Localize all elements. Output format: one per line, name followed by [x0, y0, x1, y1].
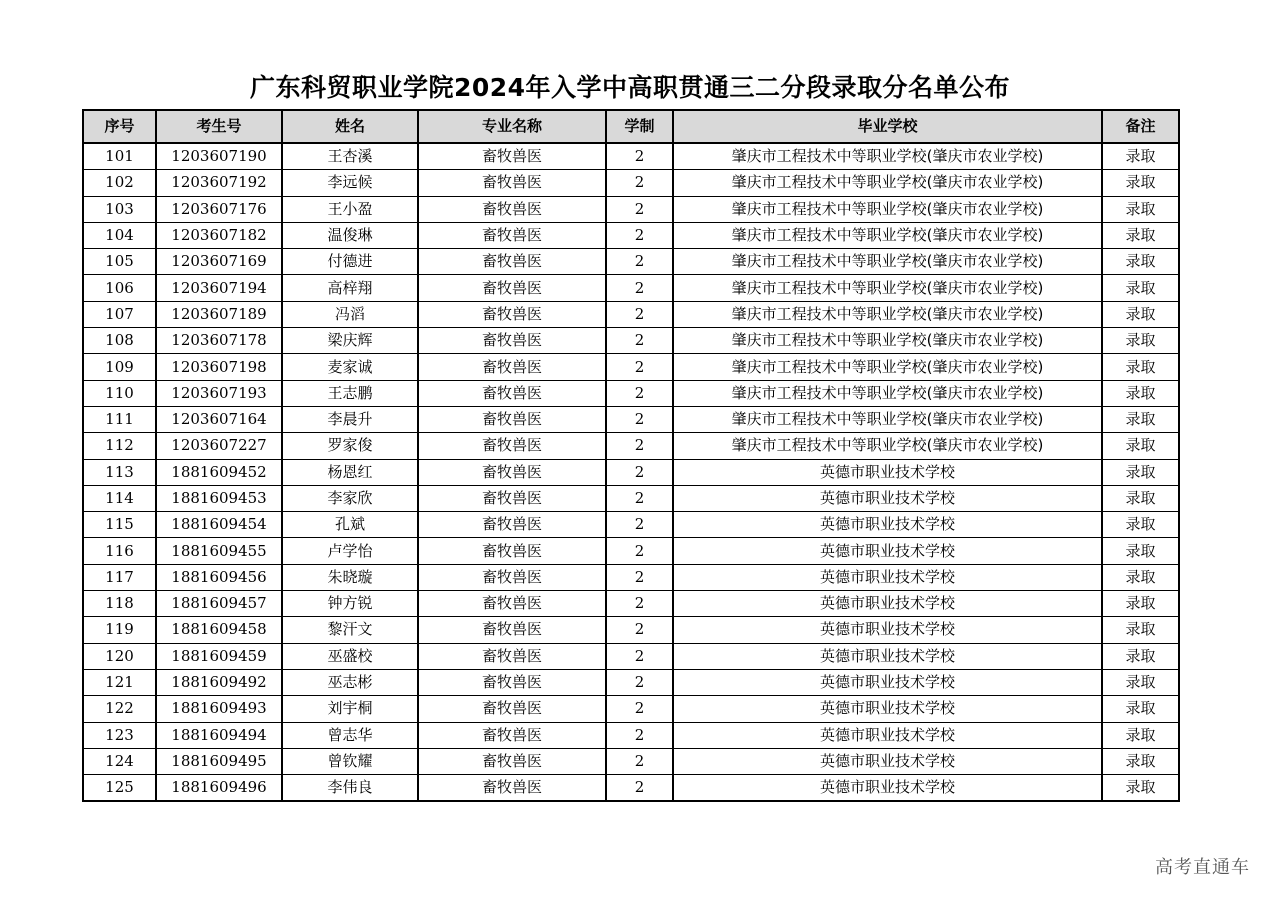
- table-row: [83, 406, 1179, 432]
- cell-duration: 2: [606, 380, 673, 406]
- cell-seq: 123: [83, 722, 156, 748]
- admission-table: [82, 109, 1180, 802]
- cell-major: 畜牧兽医: [418, 775, 606, 802]
- cell-major: 畜牧兽医: [418, 380, 606, 406]
- cell-school: 肇庆市工程技术中等职业学校(肇庆市农业学校): [673, 328, 1102, 354]
- cell-major: 畜牧兽医: [418, 617, 606, 643]
- cell-name: 巫志彬: [282, 669, 418, 695]
- cell-seq: 125: [83, 775, 156, 802]
- cell-major: 畜牧兽医: [418, 170, 606, 196]
- cell-name: 巫盛校: [282, 643, 418, 669]
- column-header-exam-number: 考生号: [156, 110, 282, 143]
- cell-major: 畜牧兽医: [418, 143, 606, 170]
- cell-remark: 录取: [1102, 617, 1179, 643]
- cell-major: 畜牧兽医: [418, 485, 606, 511]
- table-row: [83, 591, 1179, 617]
- cell-remark: 录取: [1102, 459, 1179, 485]
- cell-exam-number: 1203607189: [156, 301, 282, 327]
- cell-exam-number: 1881609496: [156, 775, 282, 802]
- cell-exam-number: 1203607169: [156, 249, 282, 275]
- cell-exam-number: 1881609458: [156, 617, 282, 643]
- cell-seq: 103: [83, 196, 156, 222]
- cell-major: 畜牧兽医: [418, 222, 606, 248]
- cell-remark: 录取: [1102, 328, 1179, 354]
- cell-name: 李晨升: [282, 406, 418, 432]
- cell-major: 畜牧兽医: [418, 275, 606, 301]
- cell-major: 畜牧兽医: [418, 301, 606, 327]
- cell-school: 英德市职业技术学校: [673, 775, 1102, 802]
- cell-school: 肇庆市工程技术中等职业学校(肇庆市农业学校): [673, 196, 1102, 222]
- cell-name: 梁庆辉: [282, 328, 418, 354]
- cell-exam-number: 1203607164: [156, 406, 282, 432]
- cell-remark: 录取: [1102, 696, 1179, 722]
- cell-school: 英德市职业技术学校: [673, 722, 1102, 748]
- cell-name: 孔斌: [282, 512, 418, 538]
- cell-duration: 2: [606, 669, 673, 695]
- column-header-major: 专业名称: [418, 110, 606, 143]
- cell-major: 畜牧兽医: [418, 406, 606, 432]
- cell-seq: 112: [83, 433, 156, 459]
- cell-exam-number: 1203607192: [156, 170, 282, 196]
- cell-duration: 2: [606, 354, 673, 380]
- cell-major: 畜牧兽医: [418, 433, 606, 459]
- cell-name: 王杏溪: [282, 143, 418, 170]
- cell-school: 英德市职业技术学校: [673, 512, 1102, 538]
- cell-school: 英德市职业技术学校: [673, 617, 1102, 643]
- table-row: [83, 643, 1179, 669]
- cell-duration: 2: [606, 196, 673, 222]
- cell-seq: 105: [83, 249, 156, 275]
- cell-name: 冯滔: [282, 301, 418, 327]
- cell-duration: 2: [606, 564, 673, 590]
- page-title: 广东科贸职业学院2024年入学中高职贯通三二分段录取分名单公布: [249, 73, 1011, 102]
- cell-major: 畜牧兽医: [418, 669, 606, 695]
- cell-remark: 录取: [1102, 406, 1179, 432]
- cell-name: 李伟良: [282, 775, 418, 802]
- cell-exam-number: 1881609456: [156, 564, 282, 590]
- table-row: [83, 275, 1179, 301]
- cell-school: 英德市职业技术学校: [673, 459, 1102, 485]
- cell-seq: 122: [83, 696, 156, 722]
- cell-seq: 117: [83, 564, 156, 590]
- cell-exam-number: 1881609493: [156, 696, 282, 722]
- cell-name: 朱晓璇: [282, 564, 418, 590]
- cell-school: 肇庆市工程技术中等职业学校(肇庆市农业学校): [673, 143, 1102, 170]
- cell-seq: 102: [83, 170, 156, 196]
- table-row: [83, 328, 1179, 354]
- table-row: [83, 459, 1179, 485]
- table-header-row: [83, 110, 1179, 143]
- cell-duration: 2: [606, 249, 673, 275]
- cell-duration: 2: [606, 748, 673, 774]
- cell-major: 畜牧兽医: [418, 538, 606, 564]
- cell-remark: 录取: [1102, 748, 1179, 774]
- cell-duration: 2: [606, 143, 673, 170]
- cell-school: 肇庆市工程技术中等职业学校(肇庆市农业学校): [673, 380, 1102, 406]
- cell-exam-number: 1881609457: [156, 591, 282, 617]
- cell-school: 英德市职业技术学校: [673, 538, 1102, 564]
- cell-school: 肇庆市工程技术中等职业学校(肇庆市农业学校): [673, 433, 1102, 459]
- cell-major: 畜牧兽医: [418, 512, 606, 538]
- cell-duration: 2: [606, 696, 673, 722]
- cell-major: 畜牧兽医: [418, 696, 606, 722]
- cell-school: 英德市职业技术学校: [673, 485, 1102, 511]
- cell-duration: 2: [606, 406, 673, 432]
- cell-school: 肇庆市工程技术中等职业学校(肇庆市农业学校): [673, 354, 1102, 380]
- cell-major: 畜牧兽医: [418, 196, 606, 222]
- table-row: [83, 775, 1179, 802]
- cell-name: 李远候: [282, 170, 418, 196]
- cell-name: 卢学怡: [282, 538, 418, 564]
- table-row: [83, 564, 1179, 590]
- cell-seq: 114: [83, 485, 156, 511]
- cell-remark: 录取: [1102, 275, 1179, 301]
- table-row: [83, 538, 1179, 564]
- column-header-name: 姓名: [282, 110, 418, 143]
- cell-seq: 116: [83, 538, 156, 564]
- cell-name: 麦家诚: [282, 354, 418, 380]
- column-header-remark: 备注: [1102, 110, 1179, 143]
- cell-name: 温俊琳: [282, 222, 418, 248]
- column-header-school: 毕业学校: [673, 110, 1102, 143]
- cell-school: 英德市职业技术学校: [673, 643, 1102, 669]
- cell-school: 肇庆市工程技术中等职业学校(肇庆市农业学校): [673, 275, 1102, 301]
- table-row: [83, 249, 1179, 275]
- cell-remark: 录取: [1102, 775, 1179, 802]
- cell-remark: 录取: [1102, 249, 1179, 275]
- cell-seq: 108: [83, 328, 156, 354]
- cell-exam-number: 1881609495: [156, 748, 282, 774]
- cell-duration: 2: [606, 222, 673, 248]
- cell-seq: 110: [83, 380, 156, 406]
- cell-name: 李家欣: [282, 485, 418, 511]
- table-row: [83, 748, 1179, 774]
- cell-school: 肇庆市工程技术中等职业学校(肇庆市农业学校): [673, 406, 1102, 432]
- cell-school: 肇庆市工程技术中等职业学校(肇庆市农业学校): [673, 170, 1102, 196]
- cell-school: 肇庆市工程技术中等职业学校(肇庆市农业学校): [673, 249, 1102, 275]
- cell-exam-number: 1203607227: [156, 433, 282, 459]
- cell-major: 畜牧兽医: [418, 722, 606, 748]
- cell-seq: 101: [83, 143, 156, 170]
- column-header-duration: 学制: [606, 110, 673, 143]
- cell-remark: 录取: [1102, 591, 1179, 617]
- column-header-seq: 序号: [83, 110, 156, 143]
- cell-remark: 录取: [1102, 538, 1179, 564]
- cell-remark: 录取: [1102, 222, 1179, 248]
- cell-seq: 107: [83, 301, 156, 327]
- cell-duration: 2: [606, 512, 673, 538]
- table-row: [83, 170, 1179, 196]
- cell-name: 黎汗文: [282, 617, 418, 643]
- table-row: [83, 143, 1179, 170]
- cell-seq: 111: [83, 406, 156, 432]
- cell-duration: 2: [606, 301, 673, 327]
- cell-remark: 录取: [1102, 143, 1179, 170]
- cell-remark: 录取: [1102, 722, 1179, 748]
- table-row: [83, 512, 1179, 538]
- cell-duration: 2: [606, 722, 673, 748]
- cell-remark: 录取: [1102, 669, 1179, 695]
- cell-duration: 2: [606, 275, 673, 301]
- cell-name: 王志鹏: [282, 380, 418, 406]
- table-row: [83, 380, 1179, 406]
- table-row: [83, 722, 1179, 748]
- cell-seq: 124: [83, 748, 156, 774]
- cell-exam-number: 1203607193: [156, 380, 282, 406]
- cell-major: 畜牧兽医: [418, 591, 606, 617]
- cell-duration: 2: [606, 433, 673, 459]
- cell-duration: 2: [606, 170, 673, 196]
- cell-remark: 录取: [1102, 170, 1179, 196]
- cell-seq: 109: [83, 354, 156, 380]
- cell-major: 畜牧兽医: [418, 564, 606, 590]
- cell-remark: 录取: [1102, 433, 1179, 459]
- cell-school: 英德市职业技术学校: [673, 564, 1102, 590]
- cell-exam-number: 1881609459: [156, 643, 282, 669]
- cell-exam-number: 1203607190: [156, 143, 282, 170]
- cell-major: 畜牧兽医: [418, 328, 606, 354]
- cell-school: 英德市职业技术学校: [673, 591, 1102, 617]
- cell-remark: 录取: [1102, 512, 1179, 538]
- cell-name: 罗家俊: [282, 433, 418, 459]
- cell-exam-number: 1881609494: [156, 722, 282, 748]
- cell-name: 杨恩红: [282, 459, 418, 485]
- cell-school: 英德市职业技术学校: [673, 748, 1102, 774]
- table-row: [83, 354, 1179, 380]
- cell-duration: 2: [606, 485, 673, 511]
- cell-exam-number: 1203607198: [156, 354, 282, 380]
- cell-exam-number: 1881609492: [156, 669, 282, 695]
- cell-name: 付德进: [282, 249, 418, 275]
- table-row: [83, 222, 1179, 248]
- cell-major: 畜牧兽医: [418, 643, 606, 669]
- cell-remark: 录取: [1102, 564, 1179, 590]
- cell-exam-number: 1881609454: [156, 512, 282, 538]
- cell-duration: 2: [606, 591, 673, 617]
- cell-exam-number: 1881609452: [156, 459, 282, 485]
- cell-duration: 2: [606, 643, 673, 669]
- cell-remark: 录取: [1102, 301, 1179, 327]
- cell-name: 曾志华: [282, 722, 418, 748]
- cell-major: 畜牧兽医: [418, 459, 606, 485]
- cell-name: 刘宇桐: [282, 696, 418, 722]
- cell-major: 畜牧兽医: [418, 249, 606, 275]
- cell-name: 曾钦耀: [282, 748, 418, 774]
- cell-exam-number: 1203607178: [156, 328, 282, 354]
- cell-remark: 录取: [1102, 485, 1179, 511]
- cell-duration: 2: [606, 459, 673, 485]
- table-row: [83, 433, 1179, 459]
- cell-seq: 120: [83, 643, 156, 669]
- cell-seq: 106: [83, 275, 156, 301]
- table-row: [83, 669, 1179, 695]
- cell-name: 王小盈: [282, 196, 418, 222]
- watermark: 高考直通车: [1155, 857, 1250, 878]
- cell-exam-number: 1881609455: [156, 538, 282, 564]
- cell-duration: 2: [606, 538, 673, 564]
- cell-exam-number: 1203607182: [156, 222, 282, 248]
- cell-major: 畜牧兽医: [418, 748, 606, 774]
- cell-remark: 录取: [1102, 380, 1179, 406]
- cell-school: 肇庆市工程技术中等职业学校(肇庆市农业学校): [673, 301, 1102, 327]
- cell-seq: 118: [83, 591, 156, 617]
- table-row: [83, 301, 1179, 327]
- cell-remark: 录取: [1102, 354, 1179, 380]
- cell-seq: 113: [83, 459, 156, 485]
- cell-duration: 2: [606, 617, 673, 643]
- cell-exam-number: 1203607194: [156, 275, 282, 301]
- table-row: [83, 617, 1179, 643]
- cell-name: 钟方锐: [282, 591, 418, 617]
- table-row: [83, 696, 1179, 722]
- cell-duration: 2: [606, 328, 673, 354]
- cell-school: 英德市职业技术学校: [673, 669, 1102, 695]
- cell-seq: 121: [83, 669, 156, 695]
- cell-exam-number: 1881609453: [156, 485, 282, 511]
- cell-exam-number: 1203607176: [156, 196, 282, 222]
- cell-seq: 115: [83, 512, 156, 538]
- cell-school: 英德市职业技术学校: [673, 696, 1102, 722]
- cell-name: 高梓翔: [282, 275, 418, 301]
- cell-school: 肇庆市工程技术中等职业学校(肇庆市农业学校): [673, 222, 1102, 248]
- cell-seq: 104: [83, 222, 156, 248]
- cell-remark: 录取: [1102, 196, 1179, 222]
- cell-duration: 2: [606, 775, 673, 802]
- cell-seq: 119: [83, 617, 156, 643]
- table-row: [83, 485, 1179, 511]
- cell-remark: 录取: [1102, 643, 1179, 669]
- table-body: [83, 143, 1179, 801]
- cell-major: 畜牧兽医: [418, 354, 606, 380]
- table-row: [83, 196, 1179, 222]
